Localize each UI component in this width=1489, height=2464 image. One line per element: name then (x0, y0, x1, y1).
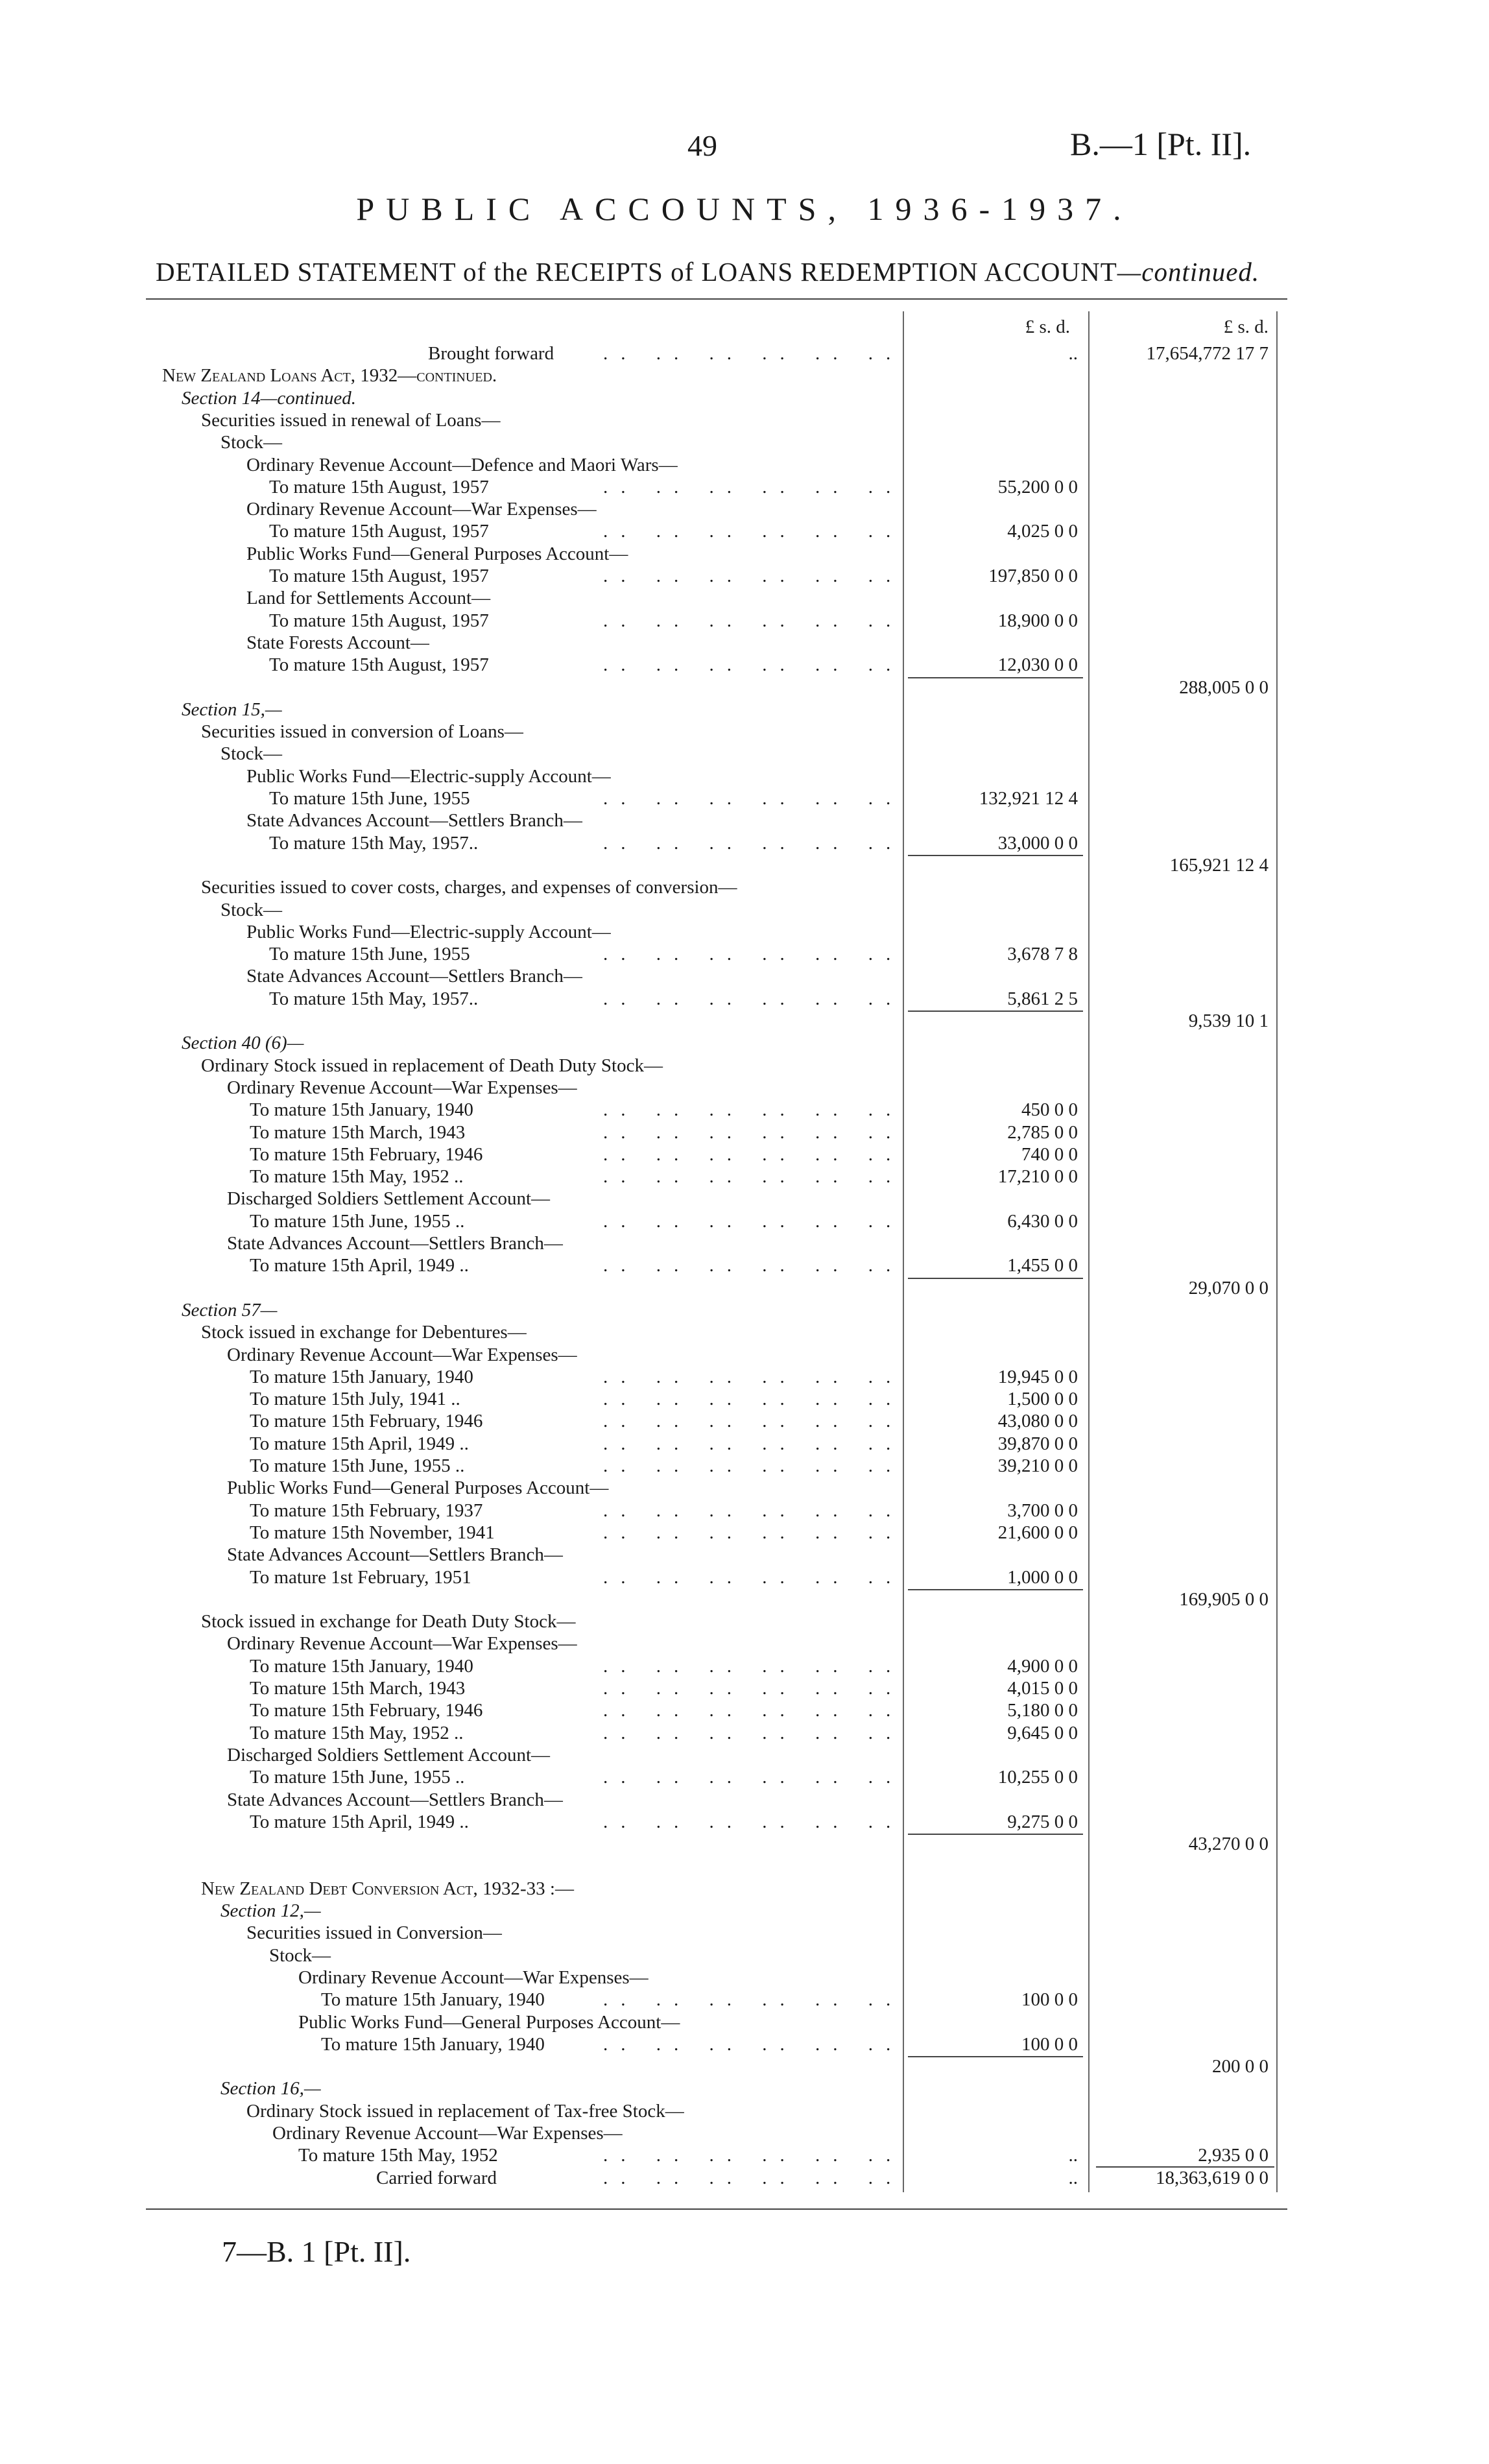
row-label: To mature 15th March, 1943 (250, 1121, 466, 1143)
sub-amount: 6,430 0 0 (1007, 1210, 1078, 1232)
row-label: State Advances Account—Settlers Branch— (227, 1789, 563, 1810)
row-label: Section 16,— (220, 2078, 321, 2099)
row-label: New Zealand Loans Act, 1932—continued. (162, 365, 497, 387)
row-label: To mature 15th May, 1952 .. (250, 1722, 464, 1743)
table-row (0, 2165, 1489, 2191)
leader-dots: .. .. .. .. .. .. (603, 610, 904, 631)
sub-amount: 19,945 0 0 (997, 1366, 1078, 1387)
leader-dots: .. .. .. .. .. .. (603, 1500, 904, 1521)
leader-dots: .. .. .. .. .. .. (603, 2145, 904, 2166)
leader-dots: .. .. .. .. .. .. (603, 1255, 904, 1276)
leader-dots: .. .. .. .. .. .. (603, 1210, 904, 1232)
sub-amount: 21,600 0 0 (997, 1522, 1078, 1543)
row-label: State Advances Account—Settlers Branch— (246, 810, 582, 831)
row-label: Ordinary Revenue Account—War Expenses— (246, 499, 597, 520)
leader-dots: .. .. .. .. .. .. (603, 1166, 904, 1188)
row-label: To mature 15th March, 1943 (250, 1678, 466, 1699)
sub-amount: 100 0 0 (1021, 2033, 1078, 2055)
sub-amount: .. (1068, 343, 1078, 364)
table-top-rule (146, 298, 1287, 300)
row-label: To mature 15th February, 1946 (250, 1143, 483, 1165)
total-column-header: £ s. d. (1223, 317, 1269, 337)
sub-amount: 197,850 0 0 (988, 566, 1078, 586)
leader-dots: .. .. .. .. .. .. (603, 1143, 904, 1165)
row-label: State Advances Account—Settlers Branch— (227, 1544, 563, 1566)
sub-amount: 1,000 0 0 (1007, 1566, 1078, 1588)
row-label: To mature 15th May, 1952 (298, 2145, 498, 2166)
sub-column-header: £ s. d. (1025, 317, 1070, 337)
sub-amount: 4,015 0 0 (1007, 1678, 1078, 1699)
leader-dots: .. .. .. .. .. .. (603, 832, 904, 854)
row-label: To mature 15th August, 1957 (269, 610, 489, 631)
row-label: Public Works Fund—General Purposes Account— (227, 1477, 609, 1499)
leader-dots: .. .. .. .. .. .. (603, 988, 904, 1009)
sub-amount: 2,785 0 0 (1007, 1121, 1078, 1143)
row-label: Public Works Fund—Electric-supply Account— (246, 921, 611, 942)
sub-amount: 17,210 0 0 (997, 1166, 1078, 1188)
row-label: Carried forward (376, 2167, 497, 2188)
row-label: Ordinary Revenue Account—War Expenses— (272, 2123, 623, 2144)
row-label: To mature 15th August, 1957 (269, 654, 489, 676)
leader-dots: .. .. .. .. .. .. (603, 1722, 904, 1743)
total-amount: 2,935 0 0 (1198, 2145, 1269, 2166)
leader-dots: .. .. .. .. .. .. (603, 1811, 904, 1832)
row-label: To mature 15th June, 1955 .. (250, 1210, 465, 1232)
total-amount: 9,539 10 1 (1188, 1011, 1269, 1031)
row-label: Stock issued in exchange for Debentures— (201, 1322, 527, 1343)
leader-dots: .. .. .. .. .. .. (603, 1678, 904, 1699)
leader-dots: .. .. .. .. .. .. (603, 476, 904, 497)
leader-dots: .. .. .. .. .. .. (603, 1455, 904, 1476)
row-label: To mature 15th April, 1949 .. (250, 1811, 469, 1832)
row-label: To mature 15th May, 1957.. (269, 988, 479, 1009)
row-label: To mature 15th June, 1955 (269, 788, 470, 809)
leader-dots: .. .. .. .. .. .. (603, 1366, 904, 1387)
row-label: Discharged Soldiers Settlement Account— (227, 1744, 551, 1765)
row-label: Stock— (220, 743, 283, 765)
leader-dots: .. .. .. .. .. .. (603, 1389, 904, 1410)
leader-dots: .. .. .. .. .. .. (603, 788, 904, 809)
row-label: To mature 15th November, 1941 (250, 1522, 495, 1543)
row-label: To mature 15th January, 1940 (321, 1989, 545, 2011)
row-label: State Advances Account—Settlers Branch— (227, 1233, 563, 1254)
row-label: Land for Settlements Account— (246, 588, 491, 609)
leader-dots: .. .. .. .. .. .. (603, 2033, 904, 2055)
leader-dots: .. .. .. .. .. .. (603, 1655, 904, 1677)
row-label: To mature 15th February, 1937 (250, 1500, 483, 1521)
row-label: Section 15,— (182, 699, 282, 720)
total-amount: 169,905 0 0 (1179, 1588, 1269, 1610)
sub-amount: 3,700 0 0 (1007, 1500, 1078, 1521)
row-label: To mature 15th April, 1949 .. (250, 1255, 469, 1276)
row-label: Securities issued to cover costs, charges, and expenses of conversion— (201, 877, 737, 898)
row-label: To mature 15th August, 1957 (269, 521, 489, 542)
sub-amount: 3,678 7 8 (1007, 944, 1078, 965)
row-label: To mature 15th June, 1955 (269, 944, 470, 965)
sub-amount: 4,025 0 0 (1007, 521, 1078, 542)
total-amount: 17,654,772 17 7 (1146, 343, 1269, 364)
leader-dots: .. .. .. .. .. .. (603, 1099, 904, 1121)
total-amount: 43,270 0 0 (1188, 1834, 1269, 1855)
row-label: State Forests Account— (246, 632, 429, 653)
sub-amount: 9,275 0 0 (1007, 1811, 1078, 1832)
page-title: PUBLIC ACCOUNTS, 1936-1937. (356, 191, 1133, 227)
sub-amount: 9,645 0 0 (1007, 1722, 1078, 1743)
leader-dots: .. .. .. .. .. .. (603, 1411, 904, 1432)
row-label: Ordinary Revenue Account—War Expenses— (227, 1633, 577, 1655)
row-label: Ordinary Revenue Account—Defence and Maori Wars— (246, 454, 678, 475)
row-label: New Zealand Debt Conversion Act, 1932-33 :— (201, 1878, 574, 1899)
sub-amount: 132,921 12 4 (979, 788, 1078, 809)
row-label: Securities issued in Conversion— (246, 1922, 502, 1944)
leader-dots: .. .. .. .. .. .. (603, 2167, 904, 2188)
sub-amount: 43,080 0 0 (997, 1411, 1078, 1432)
document-reference: B.—1 [Pt. II]. (1070, 126, 1252, 162)
statement-subtitle (156, 256, 1259, 287)
row-label: Section 40 (6)— (182, 1033, 304, 1054)
leader-dots: .. .. .. .. .. .. (603, 1433, 904, 1454)
row-label: To mature 15th February, 1946 (250, 1700, 483, 1721)
sub-amount: 33,000 0 0 (997, 832, 1078, 854)
row-label: To mature 15th January, 1940 (250, 1655, 473, 1677)
row-label: Stock— (220, 899, 283, 920)
sub-amount: .. (1068, 2145, 1078, 2166)
row-label: Ordinary Revenue Account—War Expenses— (227, 1077, 577, 1098)
row-label: Section 57— (182, 1299, 278, 1321)
row-label: Stock— (220, 432, 283, 453)
sub-amount: 10,255 0 0 (997, 1767, 1078, 1788)
row-label: Ordinary Stock issued in replacement of Tax-free Stock— (246, 2100, 684, 2122)
leader-dots: .. .. .. .. .. .. (603, 566, 904, 586)
leader-dots: .. .. .. .. .. .. (603, 1989, 904, 2011)
row-label: To mature 15th January, 1940 (250, 1366, 473, 1387)
page-number: 49 (687, 129, 717, 162)
row-label: To mature 15th June, 1955 .. (250, 1767, 465, 1788)
row-label: To mature 1st February, 1951 (250, 1566, 471, 1588)
sub-amount: 5,180 0 0 (1007, 1700, 1078, 1721)
sub-amount: 1,455 0 0 (1007, 1255, 1078, 1276)
leader-dots: .. .. .. .. .. .. (603, 521, 904, 542)
leader-dots: .. .. .. .. .. .. (603, 654, 904, 676)
leader-dots: .. .. .. .. .. .. (603, 1700, 904, 1721)
row-label: To mature 15th January, 1940 (321, 2033, 545, 2055)
row-label: State Advances Account—Settlers Branch— (246, 966, 582, 987)
total-amount: 18,363,619 0 0 (1156, 2167, 1269, 2188)
row-label: Ordinary Stock issued in replacement of Death Duty Stock— (201, 1055, 663, 1076)
row-label: Stock issued in exchange for Death Duty Stock— (201, 1611, 576, 1633)
subtitle-continued: —continued. (1117, 257, 1260, 287)
sub-amount: 55,200 0 0 (997, 476, 1078, 497)
row-label: Ordinary Revenue Account—War Expenses— (227, 1344, 577, 1365)
sub-amount: 39,870 0 0 (997, 1433, 1078, 1454)
leader-dots: .. .. .. .. .. .. (603, 1767, 904, 1788)
row-label: To mature 15th February, 1946 (250, 1411, 483, 1432)
total-amount: 165,921 12 4 (1169, 854, 1269, 876)
sub-amount: 1,500 0 0 (1007, 1389, 1078, 1410)
sub-amount: .. (1068, 2167, 1078, 2188)
row-label: To mature 15th January, 1940 (250, 1099, 473, 1121)
sub-amount: 18,900 0 0 (997, 610, 1078, 631)
leader-dots: .. .. .. .. .. .. (603, 1566, 904, 1588)
leader-dots: .. .. .. .. .. .. (603, 1121, 904, 1143)
row-label: To mature 15th June, 1955 .. (250, 1455, 465, 1476)
sub-amount: 100 0 0 (1021, 1989, 1078, 2011)
row-label: Section 14—continued. (182, 387, 357, 409)
row-label: Ordinary Revenue Account—War Expenses— (298, 1967, 649, 1988)
sub-amount: 39,210 0 0 (997, 1455, 1078, 1476)
table-bottom-rule (146, 2208, 1287, 2210)
total-amount: 29,070 0 0 (1188, 1277, 1269, 1298)
sub-amount: 450 0 0 (1021, 1099, 1078, 1121)
row-label: To mature 15th May, 1952 .. (250, 1166, 464, 1188)
sub-amount: 740 0 0 (1021, 1143, 1078, 1165)
row-label: Public Works Fund—General Purposes Account— (246, 543, 628, 564)
sub-amount: 5,861 2 5 (1007, 988, 1078, 1009)
row-label: To mature 15th May, 1957.. (269, 832, 479, 854)
sub-amount: 4,900 0 0 (1007, 1655, 1078, 1677)
row-label: Securities issued in renewal of Loans— (201, 409, 501, 431)
total-amount: 288,005 0 0 (1179, 676, 1269, 698)
row-label: Securities issued in conversion of Loans— (201, 721, 523, 743)
leader-dots: .. .. .. .. .. .. (603, 944, 904, 965)
row-label: Stock— (269, 1944, 331, 1966)
row-label: Public Works Fund—Electric-supply Account— (246, 765, 611, 787)
row-label: Discharged Soldiers Settlement Account— (227, 1188, 551, 1210)
subtitle-main: DETAILED STATEMENT of the RECEIPTS of LOANS REDEMPTION ACCOUNT (156, 257, 1117, 287)
row-label: Section 12,— (220, 1900, 321, 1921)
leader-dots: .. .. .. .. .. .. (603, 1522, 904, 1543)
row-label: To mature 15th August, 1957 (269, 476, 489, 497)
row-label: Public Works Fund—General Purposes Account— (298, 2011, 680, 2033)
leader-dots: .. .. .. .. .. .. (603, 343, 904, 364)
total-amount: 200 0 0 (1212, 2056, 1269, 2077)
row-label: To mature 15th April, 1949 .. (250, 1433, 469, 1454)
row-label: To mature 15th July, 1941 .. (250, 1389, 460, 1410)
footer-reference: 7—B. 1 [Pt. II]. (222, 2235, 411, 2268)
row-label: To mature 15th August, 1957 (269, 566, 489, 586)
sub-amount: 12,030 0 0 (997, 654, 1078, 676)
row-label: Brought forward (428, 343, 554, 364)
